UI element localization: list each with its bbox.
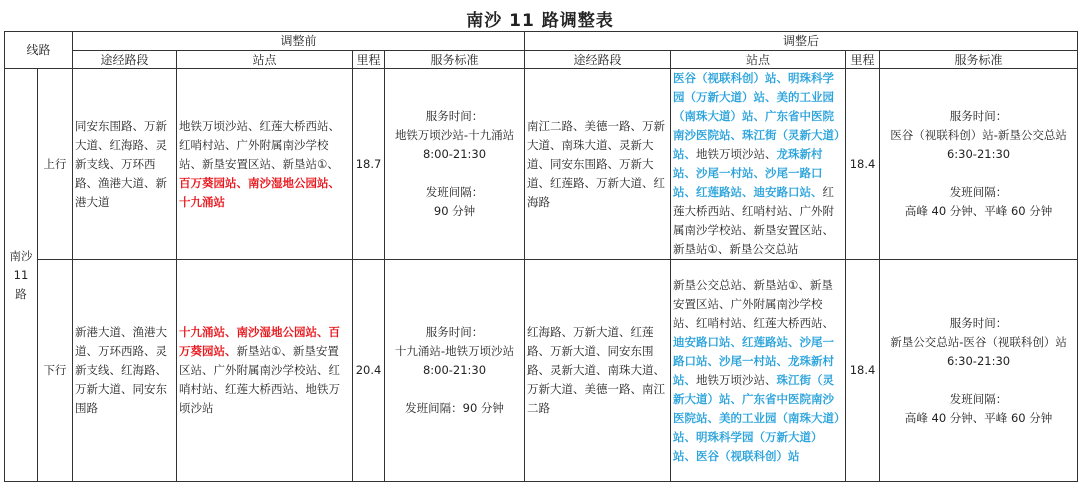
- header-before: 调整前: [73, 32, 525, 51]
- page-title: 南沙 11 路调整表: [466, 11, 614, 31]
- table-row-up: [5, 69, 1078, 260]
- service-label: 服务时间：: [949, 315, 1008, 330]
- header-mileage-before: 里程: [353, 51, 385, 69]
- service-hours: 6:30-21:30: [946, 147, 1011, 161]
- interval-value: 高峰 40 分钟、平峰 60 分钟: [904, 410, 1053, 425]
- up-after-stops: [671, 69, 846, 260]
- down-before-stops: [177, 260, 353, 482]
- direction-up: 上行: [38, 69, 73, 260]
- up-after-stops-new-2: 龙珠新村站、沙尾一村站、沙尾一路口站、红莲路站、迪安路口站、: [673, 147, 823, 199]
- up-after-stops-normal-1: 地铁万顷沙站、: [696, 147, 777, 161]
- down-before-mileage: 20.4: [353, 260, 385, 482]
- down-after-stops-new-2: 珠江街（灵新大道）站、广东省中医院南沙医院站、美的工业园（南珠大道）站、明珠科学园（万新大道）站、医谷（视联科创）站: [673, 372, 840, 463]
- service-hours: 8:00-21:30: [422, 363, 487, 377]
- header-after: 调整后: [525, 32, 1078, 51]
- down-after-stops: [671, 260, 846, 482]
- down-after-stops-normal-1: 新垦公交总站、新垦站①、新垦安置区站、广外附属南沙学校站、红哨村站、红莲大桥西站、: [673, 277, 835, 330]
- down-before-service: [385, 260, 525, 482]
- route-name-cell: [5, 69, 38, 482]
- up-after-service: [880, 69, 1078, 260]
- header-path-after: 途经路段: [525, 51, 671, 69]
- interval-value: 发班间隔：90 分钟: [405, 401, 504, 415]
- service-label: 服务时间：: [949, 109, 1008, 123]
- table-row-down: [5, 260, 1078, 482]
- up-before-stops-normal: 地铁万顷沙站、红莲大桥西站、红哨村站、广外附属南沙学校站、新垦安置区站、新垦站①、: [179, 118, 341, 171]
- interval-label: 发班间隔：: [949, 185, 1008, 199]
- down-before-path: 新港大道、渔港大道、万环西路、灵新支线、红海路、万新大道、同安东围路: [73, 260, 177, 482]
- service-hours: 6:30-21:30: [946, 353, 1011, 368]
- down-after-path: 红海路、万新大道、红莲路、万新大道、同安东围路、灵新大道、南珠大道、万新大道、美德一路、南江二路: [525, 260, 671, 482]
- up-before-path: 同安东围路、万新大道、红海路、灵新支线、万环西路、渔港大道、新港大道: [73, 69, 177, 260]
- service-hours: 8:00-21:30: [422, 147, 487, 161]
- down-after-service: [880, 260, 1078, 482]
- service-label: 服务时间：: [425, 325, 484, 339]
- service-route: 新垦公交总站-医谷（视联科创）站: [890, 334, 1067, 349]
- header-route: 线路: [5, 32, 73, 69]
- up-before-stops-removed: 百万葵园站、南沙湿地公园站、十九涌站: [179, 175, 341, 209]
- up-before-mileage: 18.7: [353, 69, 385, 260]
- interval-label: 发班间隔：: [425, 185, 484, 199]
- up-after-stops-normal-2: 红莲大桥西站、红哨村站、广外附属南沙学校站、新垦安置区站、新垦站①、新垦公交总站: [673, 185, 835, 256]
- up-before-stops: [177, 69, 353, 260]
- header-stops-after: 站点: [671, 51, 846, 69]
- down-before-stops-normal: 新垦站①、新垦安置区站、广外附属南沙学校站、红哨村站、红莲大桥西站、地铁万顷沙站: [179, 344, 341, 415]
- down-after-mileage: 18.4: [846, 260, 880, 482]
- up-after-mileage: 18.4: [846, 69, 880, 260]
- down-before-stops-removed: 十九涌站、南沙湿地公园站、百万葵园站、: [179, 325, 341, 358]
- adjustment-table: [4, 31, 1078, 482]
- service-route: 医谷（视联科创）站-新垦公交总站: [890, 128, 1067, 142]
- direction-down: 下行: [38, 260, 73, 482]
- header-stops-before: 站点: [177, 51, 353, 69]
- interval-value: 90 分钟: [433, 204, 476, 218]
- service-route: 地铁万顷沙站-十九涌站: [394, 128, 515, 142]
- service-label: 服务时间：: [425, 109, 484, 123]
- interval-value: 高峰 40 分钟、平峰 60 分钟: [904, 204, 1053, 218]
- header-mileage-after: 里程: [846, 51, 880, 69]
- interval-label: 发班间隔：: [949, 391, 1008, 406]
- down-after-stops-normal-2: 地铁万顷沙站、: [696, 372, 777, 387]
- up-before-service: [385, 69, 525, 260]
- route-name: 南沙 11 路: [9, 248, 33, 301]
- header-service-after: 服务标准: [880, 51, 1078, 69]
- up-after-path: 南江二路、美德一路、万新大道、南珠大道、灵新大道、同安东围路、万新大道、红莲路、万新大道、红海路: [525, 69, 671, 260]
- down-after-stops-new-1: 迪安路口站、红莲路站、沙尾一路口站、沙尾一村站、龙珠新村站、: [673, 334, 835, 387]
- up-after-stops-new-1: 医谷（视联科创）站、明珠科学园（万新大道）站、美的工业园（南珠大道）站、广东省中医院南沙医院站、珠江街（灵新大道）站、: [673, 71, 840, 161]
- header-service-before: 服务标准: [385, 51, 525, 69]
- header-path-before: 途经路段: [73, 51, 177, 69]
- service-route: 十九涌站-地铁万顷沙站: [394, 344, 515, 358]
